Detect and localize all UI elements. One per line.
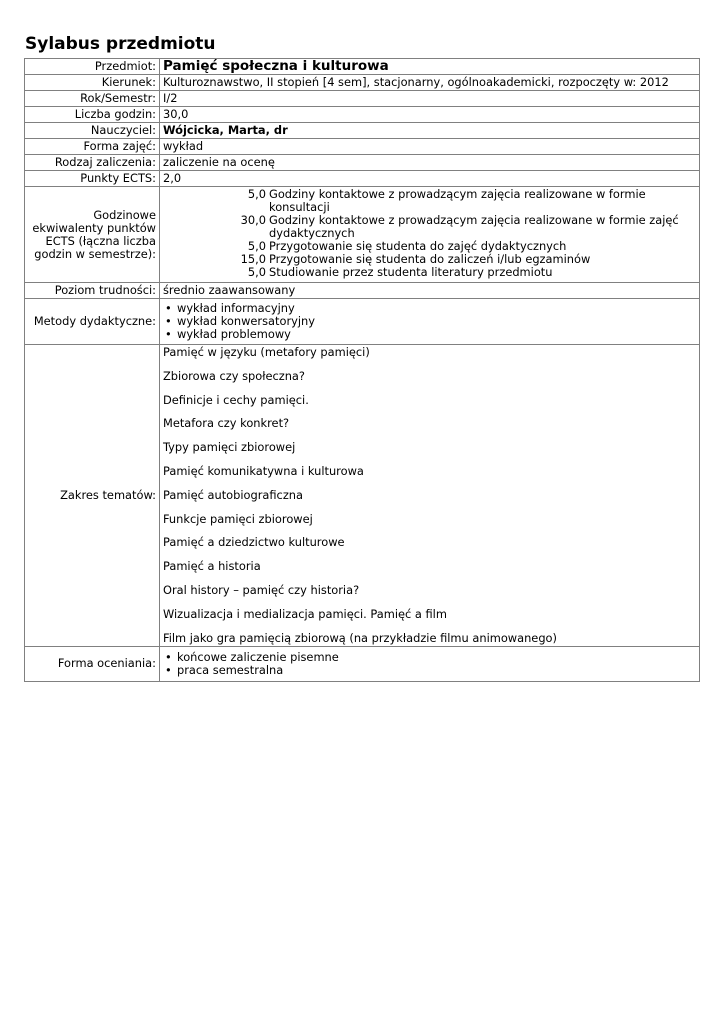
topic-item: Film jako gra pamięcią zbiorową (na przykładzie filmu animowanego) bbox=[163, 630, 557, 645]
forma-oceniania-value bbox=[160, 646, 700, 681]
topic-item: Pamięć w języku (metafory pamięci) bbox=[163, 345, 370, 359]
topic-item: Zbiorowa czy społeczna? bbox=[163, 368, 305, 383]
ects-item-text: Studiowanie przez studenta literatury przedmiotu bbox=[269, 265, 553, 279]
row-nauczyciel bbox=[25, 123, 700, 139]
topic-item: Typy pamięci zbiorowej bbox=[163, 440, 296, 455]
ekwiwalenty-list bbox=[160, 187, 700, 283]
row-kierunek bbox=[25, 75, 700, 91]
ects-item-text: Godziny kontaktowe z prowadzącym zajęcia realizowane w formie zajęć dydaktycznych bbox=[269, 213, 679, 240]
rodzaj-zaliczenia-label: Rodzaj zaliczenia: bbox=[25, 155, 160, 171]
ects-item-hours: 30,0 bbox=[240, 213, 266, 227]
forma-zajec-value: wykład bbox=[160, 139, 700, 155]
topic-item: Pamięć komunikatywna i kulturowa bbox=[163, 463, 364, 478]
punkty-ects-label: Punkty ECTS: bbox=[25, 171, 160, 187]
list-item: • wykład informacyjny bbox=[163, 302, 696, 315]
topic-item: Pamięć autobiograficzna bbox=[163, 487, 303, 502]
list-item: • praca semestralna bbox=[163, 664, 696, 677]
ects-item-text: Przygotowanie się studenta do zaliczeń i/lub egzaminów bbox=[269, 252, 591, 266]
topic-item: Metafora czy konkret? bbox=[163, 416, 290, 431]
ects-item bbox=[163, 214, 696, 240]
row-przedmiot bbox=[25, 59, 700, 75]
list-item: • wykład problemowy bbox=[163, 328, 696, 341]
punkty-ects-value: 2,0 bbox=[160, 171, 700, 187]
przedmiot-value: Pamięć społeczna i kulturowa bbox=[160, 59, 700, 75]
list-item: • wykład konwersatoryjny bbox=[163, 315, 696, 328]
topic-item: Funkcje pamięci zbiorowej bbox=[163, 511, 313, 526]
ekwiwalenty-label: Godzinowe ekwiwalenty punktów ECTS (łączna liczba godzin w semestrze): bbox=[25, 187, 160, 283]
row-forma-oceniania bbox=[25, 646, 700, 681]
forma-oceniania-label: Forma oceniania: bbox=[25, 646, 160, 681]
ects-item-hours: 5,0 bbox=[247, 265, 266, 279]
metody-dydaktyczne-label: Metody dydaktyczne: bbox=[25, 299, 160, 345]
row-liczba-godzin bbox=[25, 107, 700, 123]
list-item: • końcowe zaliczenie pisemne bbox=[163, 651, 696, 664]
ects-item bbox=[163, 188, 696, 214]
row-zakres-tematow bbox=[25, 345, 700, 647]
topic-item: Definicje i cechy pamięci. bbox=[163, 392, 309, 407]
nauczyciel-value: Wójcicka, Marta, dr bbox=[160, 123, 700, 139]
syllabus-table bbox=[24, 58, 700, 682]
ects-item-hours: 5,0 bbox=[247, 239, 266, 253]
row-ekwiwalenty bbox=[25, 187, 700, 283]
page-title: Sylabus przedmiotu bbox=[25, 34, 216, 54]
metody-dydaktyczne-value bbox=[160, 299, 700, 345]
zakres-tematow-label: Zakres tematów: bbox=[25, 345, 160, 647]
topic-item: Wizualizacja i medializacja pamięci. Pamięć a film bbox=[163, 606, 447, 621]
kierunek-value: Kulturoznawstwo, II stopień [4 sem], stacjonarny, ogólnoakademicki, rozpoczęty w: 2012 bbox=[160, 75, 700, 91]
rok-semestr-value: I/2 bbox=[160, 91, 700, 107]
rodzaj-zaliczenia-value: zaliczenie na ocenę bbox=[160, 155, 700, 171]
poziom-trudnosci-value: średnio zaawansowany bbox=[160, 283, 700, 299]
rok-semestr-label: Rok/Semestr: bbox=[25, 91, 160, 107]
liczba-godzin-value: 30,0 bbox=[160, 107, 700, 123]
topic-item: Pamięć a dziedzictwo kulturowe bbox=[163, 535, 345, 550]
row-rodzaj-zaliczenia bbox=[25, 155, 700, 171]
forma-zajec-label: Forma zajęć: bbox=[25, 139, 160, 155]
przedmiot-label: Przedmiot: bbox=[25, 59, 160, 75]
ects-item-text: Przygotowanie się studenta do zajęć dydaktycznych bbox=[269, 239, 567, 253]
row-forma-zajec bbox=[25, 139, 700, 155]
nauczyciel-label: Nauczyciel: bbox=[25, 123, 160, 139]
ects-item bbox=[163, 266, 696, 279]
ocenianie-list bbox=[163, 651, 696, 677]
row-punkty-ects bbox=[25, 171, 700, 187]
ects-item-text: Godziny kontaktowe z prowadzącym zajęcia realizowane w formie konsultacji bbox=[269, 187, 646, 214]
ects-item-hours: 5,0 bbox=[247, 187, 266, 201]
zakres-tematow-value bbox=[160, 345, 700, 647]
ects-item-hours: 15,0 bbox=[240, 252, 266, 266]
topic-item: Pamięć a historia bbox=[163, 559, 261, 574]
row-poziom-trudnosci bbox=[25, 283, 700, 299]
metody-list bbox=[163, 302, 696, 341]
poziom-trudnosci-label: Poziom trudności: bbox=[25, 283, 160, 299]
row-rok-semestr bbox=[25, 91, 700, 107]
kierunek-label: Kierunek: bbox=[25, 75, 160, 91]
topic-item: Oral history – pamięć czy historia? bbox=[163, 582, 360, 597]
row-metody-dydaktyczne bbox=[25, 299, 700, 345]
liczba-godzin-label: Liczba godzin: bbox=[25, 107, 160, 123]
